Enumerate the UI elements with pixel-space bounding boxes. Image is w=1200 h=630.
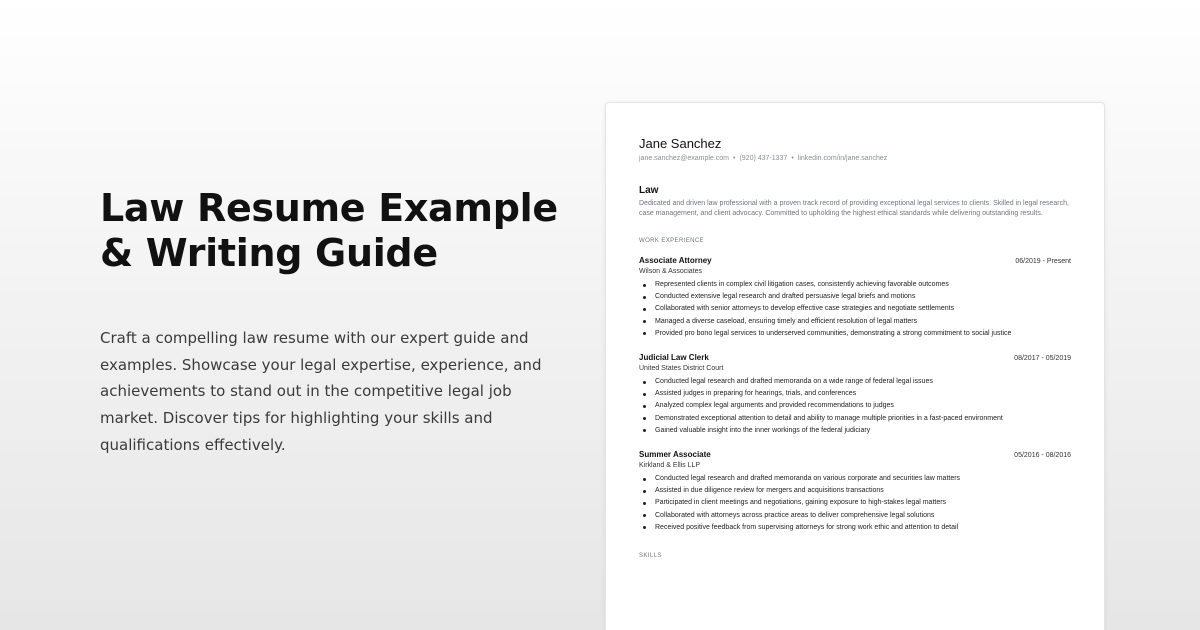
job-bullet: Collaborated with attorneys across practice areas to deliver comprehensive legal solutions <box>639 510 1039 522</box>
job-title: Judicial Law Clerk <box>639 353 709 363</box>
section-title-work-experience: WORK EXPERIENCE <box>639 238 705 244</box>
job-bullet: Assisted in due diligence review for mergers and acquisitions transactions <box>639 485 1039 497</box>
page-title-line: Law Resume Example <box>100 186 558 230</box>
job-bullets <box>639 279 1071 340</box>
contact-separator: • <box>733 155 736 162</box>
job-header <box>639 352 1071 364</box>
job-bullet: Participated in client meetings and negotiations, gaining exposure to high-stakes legal matters <box>639 497 1039 509</box>
job-bullet: Received positive feedback from supervising attorneys for strong work ethic and attention to detail <box>639 522 1039 534</box>
job-dates: 08/2017 - 05/2019 <box>1014 355 1071 363</box>
contact-separator: • <box>791 155 794 162</box>
job-dates: 06/2019 - Present <box>1015 258 1071 265</box>
job-title: Associate Attorney <box>639 256 712 265</box>
description-line: achievements to stand out in the competitive legal job <box>100 382 512 401</box>
contact-email: jane.sanchez@example.com <box>639 155 729 162</box>
job-company: United States District Court <box>639 365 724 373</box>
job-company: Kirkland & Ellis LLP <box>639 462 701 470</box>
job-bullet: Represented clients in complex civil litigation cases, consistently achieving favorable outcomes <box>639 279 1039 291</box>
page-title <box>100 186 560 276</box>
job-bullet: Conducted legal research and drafted memoranda on various corporate and securities law matters <box>639 473 1039 485</box>
resume-heading: Law <box>639 185 659 196</box>
description-line: Craft a compelling law resume with our expert guide and <box>100 329 529 347</box>
job-bullet: Conducted legal research and drafted memoranda on a wide range of federal legal issues <box>639 376 1039 388</box>
work-experience-list <box>639 255 1071 534</box>
job-bullet: Provided pro bono legal services to underserved communities, demonstrating a strong commitment to social justice <box>639 328 1039 340</box>
hero <box>100 186 560 459</box>
job-dates: 05/2016 - 08/2016 <box>1014 452 1071 460</box>
resume-content <box>639 136 1071 560</box>
job-header <box>639 255 1071 267</box>
section-title-skills: SKILLS <box>639 553 662 560</box>
job-bullet: Gained valuable insight into the inner workings of the federal judiciary <box>639 425 1039 437</box>
job-bullet: Collaborated with senior attorneys to develop effective case strategies and negotiate settlements <box>639 303 1039 315</box>
description-line: examples. Showcase your legal expertise, experience, and <box>100 355 542 374</box>
page-description <box>100 325 550 459</box>
job-entry <box>639 352 1071 437</box>
job-bullets <box>639 376 1071 437</box>
job-company: Wilson & Associates <box>639 268 703 275</box>
job-bullet: Demonstrated exceptional attention to detail and ability to manage multiple priorities in a fast-paced environment <box>639 413 1039 425</box>
contact-linkedin: linkedin.com/in/jane.sanchez <box>797 155 888 162</box>
job-bullet: Assisted judges in preparing for hearings, trials, and conferences <box>639 388 1039 400</box>
job-bullet: Analyzed complex legal arguments and provided recommendations to judges <box>639 400 1039 412</box>
resume-name: Jane Sanchez <box>639 136 722 151</box>
job-entry <box>639 255 1071 340</box>
job-bullet: Managed a diverse caseload, ensuring timely and efficient resolution of legal matters <box>639 316 1039 328</box>
resume-contact <box>639 154 1071 164</box>
description-line: market. Discover tips for highlighting your skills and <box>100 409 493 428</box>
job-title: Summer Associate <box>639 450 711 460</box>
job-bullets <box>639 473 1071 534</box>
description-line: qualifications effectively. <box>100 435 286 454</box>
job-header <box>639 449 1071 461</box>
contact-phone: (920) 437-1337 <box>739 155 788 162</box>
job-entry <box>639 449 1071 534</box>
resume-preview <box>605 102 1105 630</box>
resume-summary: Dedicated and driven law professional with a proven track record of providing exceptional legal services to clients. Skilled in legal research, case management, and client advocacy. Committed to upholding the highest ethical standards while delivering outstanding results. <box>639 200 1069 217</box>
page-title-line: & Writing Guide <box>100 231 438 275</box>
job-bullet: Conducted extensive legal research and drafted persuasive legal briefs and motions <box>639 291 1039 303</box>
